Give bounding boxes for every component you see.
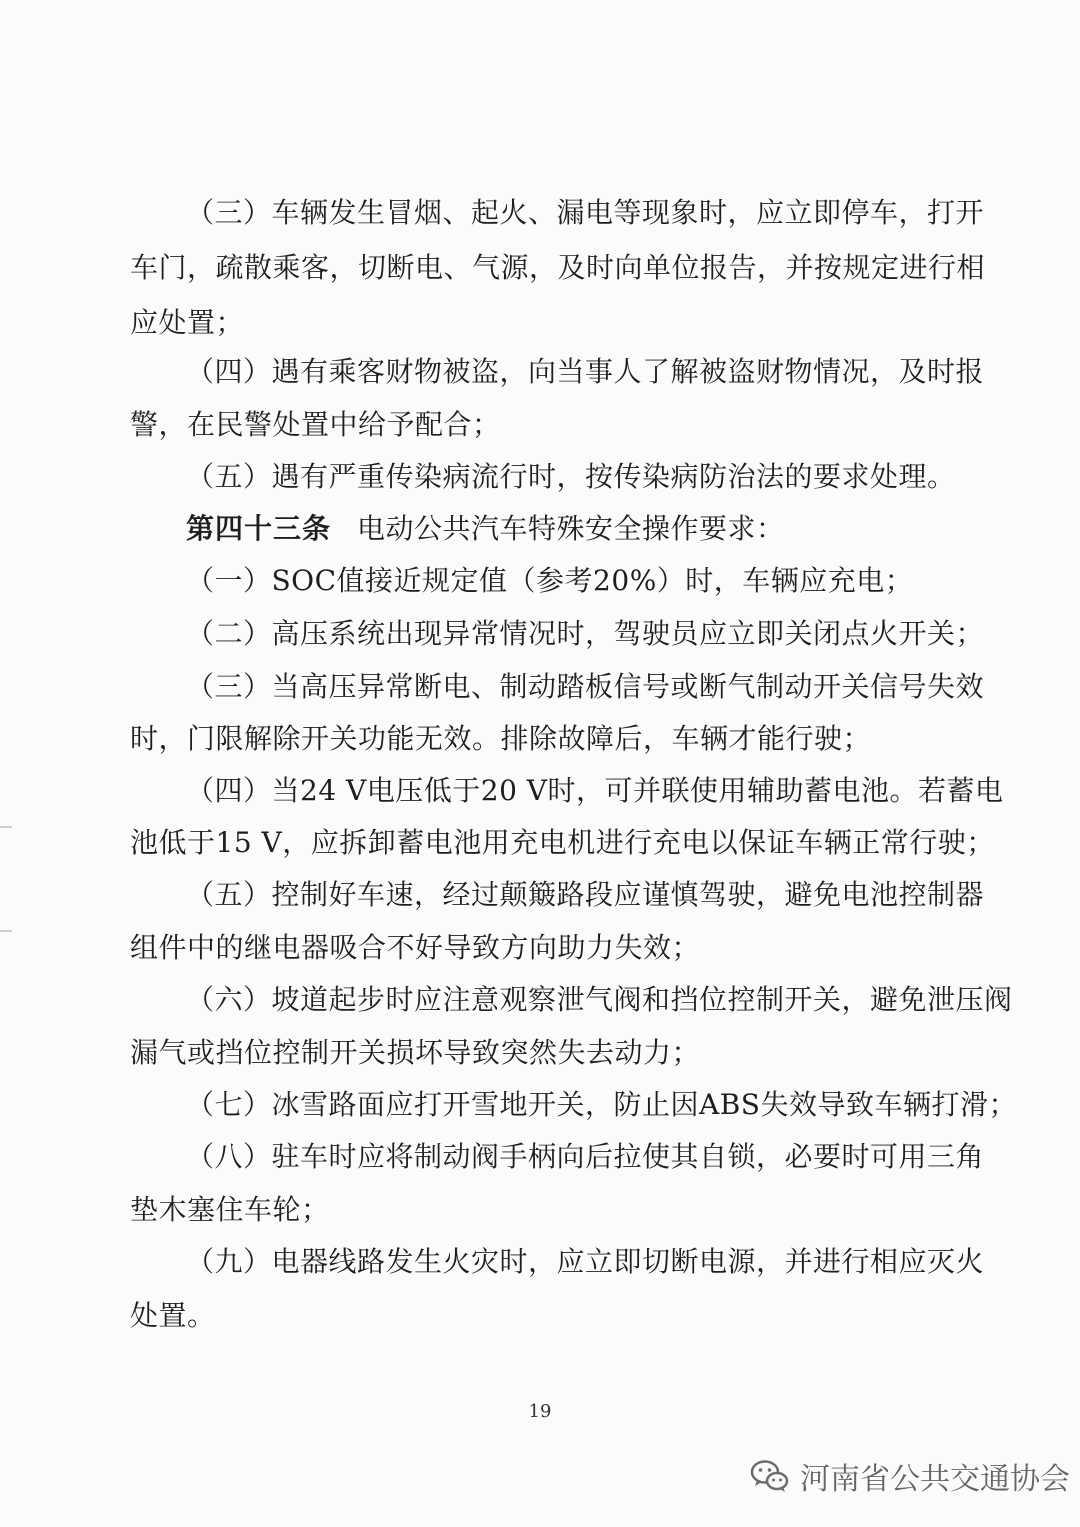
paragraph-line: （四）遇有乘客财物被盗，向当事人了解被盗财物情况，及时报 [186, 355, 985, 388]
paragraph-line: （三）当高压异常断电、制动踏板信号或断气制动开关信号失效 [186, 670, 985, 703]
watermark-text: 河南省公共交通协会 [800, 1462, 1070, 1497]
watermark [748, 1454, 1070, 1498]
paragraph-line: 处置。 [130, 1299, 216, 1332]
article-title: 电动公共汽车特殊安全操作要求： [357, 512, 785, 545]
article-heading [186, 509, 986, 549]
paragraph-line: （五）控制好车速，经过颠簸路段应谨慎驾驶，避免电池控制器 [186, 878, 985, 911]
paragraph-line: （二）高压系统出现异常情况时，驾驶员应立即关闭点火开关； [186, 617, 985, 650]
article-number: 第四十三条 [186, 512, 332, 545]
paragraph-line: （九）电器线路发生火灾时，应立即切断电源，并进行相应灭火 [186, 1245, 985, 1278]
paragraph-line: （五）遇有严重传染病流行时，按传染病防治法的要求处理。 [186, 460, 956, 493]
paragraph-line: 漏气或挡位控制开关损坏导致突然失去动力； [130, 1036, 701, 1069]
paragraph-line: （八）驻车时应将制动阀手柄向后拉使其自锁，必要时可用三角 [186, 1140, 985, 1173]
paragraph-line: （一）SOC值接近规定值（参考20%）时，车辆应充电； [186, 564, 914, 597]
paragraph-line: 车门，疏散乘客，切断电、气源，及时向单位报告，并按规定进行相 [130, 251, 986, 284]
paragraph-line: （三）车辆发生冒烟、起火、漏电等现象时，应立即停车，打开 [186, 196, 985, 229]
wechat-icon [748, 1454, 792, 1498]
paragraph-line: 时，门限解除开关功能无效。排除故障后，车辆才能行驶； [130, 722, 872, 755]
paragraph-line: （七）冰雪路面应打开雪地开关，防止因ABS失效导致车辆打滑； [186, 1088, 1017, 1121]
page-number: 19 [528, 1401, 552, 1422]
scan-artifact [0, 930, 12, 932]
paragraph-line: 应处置； [130, 306, 245, 339]
paragraph-line: （六）坡道起步时应注意观察泄气阀和挡位控制开关，避免泄压阀 [186, 983, 1013, 1016]
paragraph-line: 池低于15 V，应拆卸蓄电池用充电机进行充电以保证车辆正常行驶； [130, 826, 995, 859]
scan-artifact [0, 826, 12, 828]
paragraph-line: 组件中的继电器吸合不好导致方向助力失效； [130, 931, 701, 964]
paragraph-line: （四）当24 V电压低于20 V时，可并联使用辅助蓄电池。若蓄电 [186, 774, 1004, 807]
paragraph-line: 警，在民警处置中给予配合； [130, 408, 501, 441]
paragraph-line: 垫木塞住车轮； [130, 1193, 330, 1226]
